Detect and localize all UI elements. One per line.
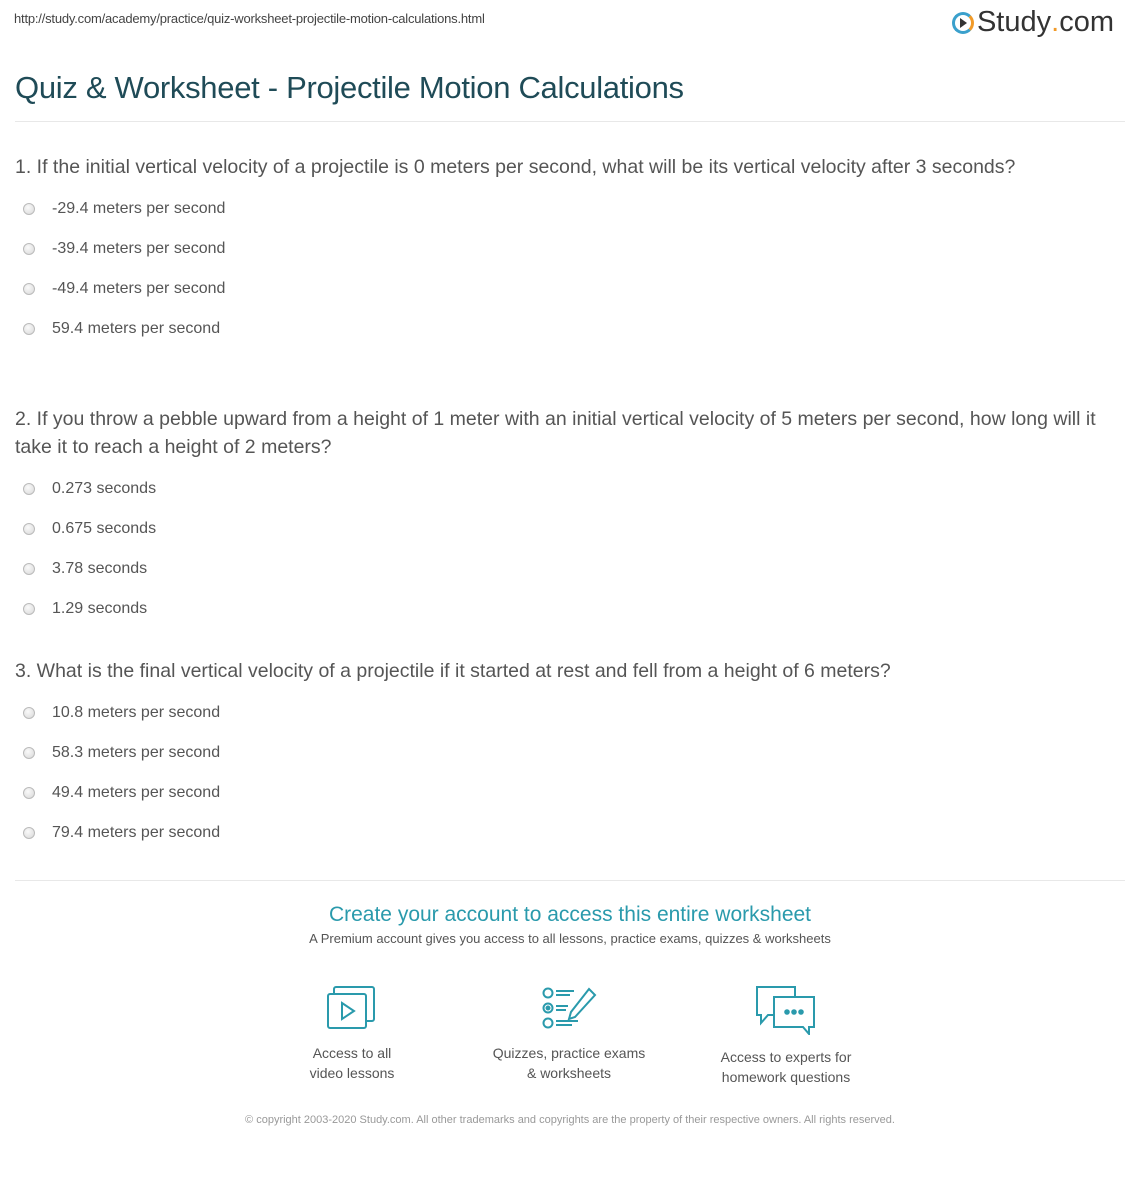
- answer-option[interactable]: [15, 773, 1115, 813]
- option-label: 0.675 seconds: [52, 520, 157, 537]
- option-label: 1.29 seconds: [52, 600, 148, 617]
- cta-heading[interactable]: Create your account to access this entire worksheet: [328, 903, 812, 926]
- title-divider: [15, 121, 1125, 122]
- logo-tld: com: [1059, 6, 1114, 38]
- answer-option[interactable]: [15, 693, 1115, 733]
- answer-option[interactable]: [15, 509, 1115, 549]
- page-title: Quiz & Worksheet - Projectile Motion Calculations: [15, 70, 684, 105]
- option-label: 58.3 meters per second: [52, 744, 221, 761]
- feature-quizzes: [469, 985, 669, 1083]
- question-text: 3. What is the final vertical velocity of a projectile if it started at rest and fell from a height of 6 meters?: [15, 660, 891, 682]
- radio-button[interactable]: [23, 827, 35, 839]
- question-3: [15, 657, 1115, 853]
- signup-cta: [0, 903, 1140, 946]
- question-text: 1. If the initial vertical velocity of a projectile is 0 meters per second, what will be its vertical velocity after 3 seconds?: [15, 156, 1016, 178]
- chat-bubbles-icon: [754, 985, 818, 1035]
- option-label: -39.4 meters per second: [52, 240, 226, 257]
- option-label: 49.4 meters per second: [52, 784, 221, 801]
- radio-button[interactable]: [23, 787, 35, 799]
- copyright-notice: © copyright 2003-2020 Study.com. All other trademarks and copyrights are the property of their respective owners. All rights reserved.: [245, 1114, 895, 1126]
- radio-button[interactable]: [23, 203, 35, 215]
- answer-option[interactable]: [15, 309, 1115, 349]
- answer-option[interactable]: [15, 813, 1115, 853]
- feature-line: Quizzes, practice exams: [492, 1045, 646, 1061]
- answer-option[interactable]: [15, 229, 1115, 269]
- play-logo-icon: [952, 12, 974, 34]
- feature-line: Access to all: [312, 1045, 392, 1061]
- feature-line: & worksheets: [526, 1065, 612, 1081]
- answer-option[interactable]: [15, 733, 1115, 773]
- option-label: -29.4 meters per second: [52, 200, 226, 217]
- option-label: 79.4 meters per second: [52, 824, 221, 841]
- feature-video-lessons: [252, 985, 452, 1083]
- feature-experts: [686, 985, 886, 1087]
- radio-button[interactable]: [23, 243, 35, 255]
- answer-option[interactable]: [15, 189, 1115, 229]
- question-text: 2. If you throw a pebble upward from a height of 1 meter with an initial vertical velocity of 5 meters per second, how long will it take it to reach a height of 2 meters?: [15, 408, 1096, 458]
- option-label: -49.4 meters per second: [52, 280, 226, 297]
- page-url: http://study.com/academy/practice/quiz-worksheet-projectile-motion-calculations.html: [14, 11, 485, 26]
- question-2: [15, 405, 1115, 629]
- feature-line: video lessons: [309, 1065, 395, 1081]
- radio-button[interactable]: [23, 563, 35, 575]
- option-label: 3.78 seconds: [52, 560, 148, 577]
- answer-option[interactable]: [15, 549, 1115, 589]
- video-lessons-icon: [326, 985, 378, 1031]
- answer-option[interactable]: [15, 269, 1115, 309]
- radio-button[interactable]: [23, 603, 35, 615]
- section-divider: [15, 880, 1125, 881]
- feature-line: homework questions: [721, 1069, 851, 1085]
- radio-button[interactable]: [23, 523, 35, 535]
- radio-button[interactable]: [23, 323, 35, 335]
- radio-button[interactable]: [23, 707, 35, 719]
- answer-option[interactable]: [15, 589, 1115, 629]
- radio-button[interactable]: [23, 283, 35, 295]
- radio-button[interactable]: [23, 483, 35, 495]
- logo-dot: .: [1051, 6, 1060, 38]
- question-1: [15, 153, 1115, 349]
- quiz-checklist-icon: [541, 985, 597, 1031]
- cta-subheading: A Premium account gives you access to all lessons, practice exams, quizzes & worksheets: [309, 931, 831, 946]
- answer-option[interactable]: [15, 469, 1115, 509]
- feature-line: Access to experts for: [720, 1049, 852, 1065]
- study-com-logo[interactable]: [952, 6, 1114, 39]
- option-label: 10.8 meters per second: [52, 704, 221, 721]
- option-label: 59.4 meters per second: [52, 320, 221, 337]
- radio-button[interactable]: [23, 747, 35, 759]
- option-label: 0.273 seconds: [52, 480, 157, 497]
- logo-text: Study: [976, 6, 1052, 38]
